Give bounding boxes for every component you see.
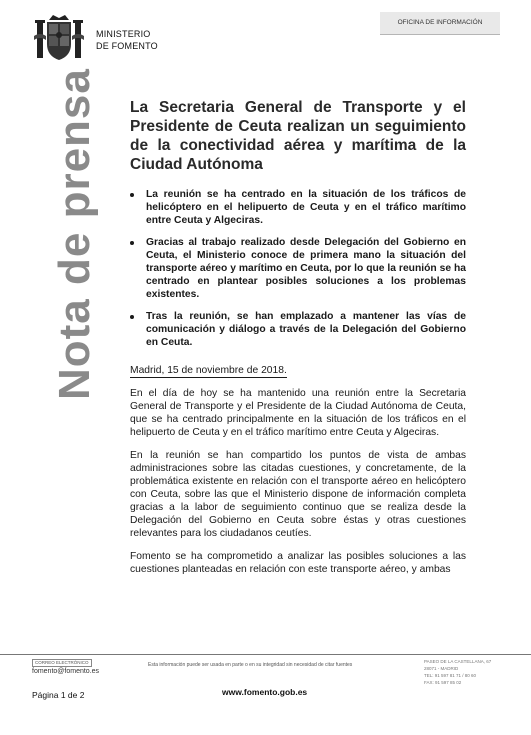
office-label: OFICINA DE INFORMACIÓN	[380, 12, 500, 35]
ministry-line-2: DE FOMENTO	[96, 41, 158, 51]
bullet-item	[130, 188, 466, 227]
ministry-name	[96, 28, 158, 52]
ministry-line-1: MINISTERIO	[96, 29, 151, 39]
coat-of-arms-icon	[32, 12, 86, 64]
page-number: Página 1 de 2	[32, 690, 85, 700]
bullet-item	[130, 236, 466, 301]
headline: La Secretaria General de Transporte y el Presidente de Ceuta realizan un seguimiento de la conectividad aérea y marítima de la Ciudad Autónoma	[130, 99, 466, 173]
body-paragraph: Fomento se ha comprometido a analizar las posibles soluciones a las cuestiones planteadas en relación con este transporte aéreo, y ambas	[130, 551, 466, 575]
main-content	[130, 98, 466, 586]
body-paragraph: En la reunión se han compartido los puntos de vista de ambas administraciones sobre las citadas cuestiones, y concretamente, de la problemática existente en relación con el transporte aéreo en helicóptero con Ceuta, sobre las que el Ministerio dispone de información completa gracias a la labor de seguimiento continuo que se realiza desde la Delegación del Gobierno en Ceuta sobre éstas y otras cuestiones relevantes para los ciudadanos ceutíes.	[130, 450, 466, 539]
bullet-icon	[130, 241, 134, 245]
bullet-text: La reunión se ha centrado en la situación de los tráficos de helicóptero en el helipuerto de Ceuta y en el tráfico marítimo entre Ceuta y Algeciras.	[146, 189, 466, 226]
side-title: Nota de prensa	[50, 68, 99, 400]
bullet-icon	[130, 193, 134, 197]
address-line: TEL: 91 597 81 71 / 80 60	[424, 673, 477, 678]
footer-mail-label: CORREO ELECTRÓNICO	[32, 659, 92, 667]
bullet-text: Tras la reunión, se han emplazado a mantener las vías de comunicación y diálogo a través de la Delegación del Gobierno en Ceuta.	[146, 311, 466, 348]
dateline: Madrid, 15 de noviembre de 2018.	[130, 365, 287, 376]
summary-bullets	[130, 188, 466, 349]
footer-address	[424, 658, 491, 686]
address-line: PASEO DE LA CASTELLANA, 67	[424, 659, 492, 664]
bullet-text: Gracias al trabajo realizado desde Delegación del Gobierno en Ceuta, el Ministerio conoce de primera mano la situación del transporte aéreo y marítimo en Ceuta, por lo que la reunión se ha centrado en plantear posibles soluciones a los problemas existentes.	[146, 237, 466, 300]
address-line: 28071 - MADRID	[424, 666, 459, 671]
bullet-item	[130, 310, 466, 349]
footer-divider	[0, 654, 531, 655]
footer-email-link[interactable]: fomento@fomento.es	[32, 668, 100, 675]
body-paragraph: En el día de hoy se ha mantenido una reunión entre la Secretaria General de Transporte y el Presidente de la Ciudad Autónoma de Ceuta, que se ha centrado principalmente en la situación de los tráficos en el helipuerto de Ceuta y en el tráfico marítimo entre Ceuta y Algeciras.	[130, 388, 466, 438]
bullet-icon	[130, 315, 134, 319]
address-line: FAX: 91 597 85 02	[424, 680, 462, 685]
footer-website-link[interactable]: www.fomento.gob.es	[222, 687, 308, 697]
footer-usage-note: Esta información puede ser usada en parte o en su integridad sin necesidad de citar fuentes	[148, 662, 353, 668]
